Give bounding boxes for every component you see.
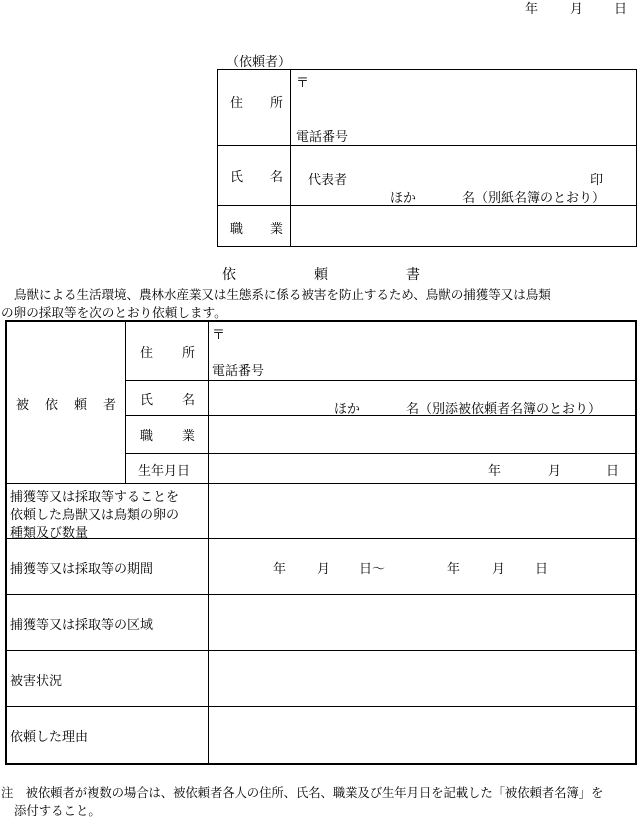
requester-address-input[interactable] (296, 90, 632, 122)
period-to-day: 日 (535, 562, 549, 577)
area-input[interactable] (212, 598, 632, 646)
title-char-3: 書 (406, 267, 420, 283)
requestee-name-input[interactable] (214, 383, 632, 397)
requestee-phone-label: 電話番号 (212, 364, 265, 379)
requester-others-prefix: ほか (390, 191, 417, 206)
requestee-address-label-1: 住 (140, 346, 154, 361)
requester-representative-label: 代表者 (308, 173, 348, 188)
intro-line-2: の卵の採取等を次のとおり依頼します。 (1, 305, 227, 320)
birthdate-label: 生年月日 (138, 464, 191, 479)
species-label-line-1: 捕獲等又は採取等することを (10, 490, 180, 505)
birth-month: 月 (548, 464, 562, 479)
requestee-name-label-2: 名 (182, 393, 196, 408)
requestee-address-input[interactable] (214, 340, 632, 358)
requestee-label-2: 依 (45, 398, 59, 413)
requestee-occupation-label-1: 職 (140, 429, 154, 444)
requester-caption: （依頼者） (226, 55, 292, 70)
requestee-postal-mark: 〒 (212, 328, 226, 343)
requestee-occupation-label-2: 業 (182, 429, 196, 444)
damage-input[interactable] (212, 654, 632, 702)
seal-mark: 印 (590, 173, 604, 188)
requestee-address-label-2: 所 (182, 346, 196, 361)
damage-label: 被害状況 (10, 674, 63, 689)
period-to-year: 年 (447, 562, 461, 577)
requester-postal-mark: 〒 (296, 76, 310, 91)
requestee-others-suffix: 名（別添被依頼者名簿のとおり） (406, 402, 602, 417)
requestee-label-1: 被 (16, 398, 30, 413)
note-line-2: 添付すること。 (14, 803, 101, 818)
date-year: 年 (525, 2, 539, 17)
requester-others-suffix: 名（別紙名簿のとおり） (462, 191, 606, 206)
period-from-month: 月 (317, 562, 331, 577)
requester-address-label-1: 住 (230, 96, 244, 111)
requester-occupation-label-1: 職 (230, 222, 244, 237)
species-label-line-2: 依頼した鳥獣又は鳥類の卵の (10, 508, 180, 523)
requester-address-label-2: 所 (270, 96, 284, 111)
requestee-others-prefix: ほか (334, 402, 361, 417)
requestee-label-3: 頼 (74, 398, 88, 413)
period-from-year: 年 (273, 562, 287, 577)
date-day: 日 (614, 2, 628, 17)
requestee-label-4: 者 (103, 398, 117, 413)
period-to-month: 月 (492, 562, 506, 577)
reason-input[interactable] (212, 710, 632, 760)
intro-line-1: 鳥獣による生活環境、農林水産業又は生態系に係る被害を防止するため、鳥獣の捕獲等又は鳥類 (14, 287, 551, 302)
date-month: 月 (570, 2, 584, 17)
requester-name-input[interactable] (356, 166, 586, 186)
species-input[interactable] (212, 487, 632, 533)
reason-label: 依頼した理由 (10, 730, 89, 745)
title-char-2: 頼 (314, 267, 328, 283)
title-char-1: 依 (222, 267, 236, 283)
requester-occupation-label-2: 業 (270, 222, 284, 237)
requester-name-label-1: 氏 (230, 170, 244, 185)
area-label: 捕獲等又は採取等の区域 (10, 618, 154, 633)
birth-year: 年 (488, 464, 502, 479)
birth-day: 日 (606, 464, 620, 479)
period-label: 捕獲等又は採取等の期間 (10, 562, 154, 577)
species-label-line-3: 種類及び数量 (10, 526, 89, 541)
requester-phone-label: 電話番号 (296, 130, 349, 145)
note-line-1: 注 被依頼者が複数の場合は、被依頼者各人の住所、氏名、職業及び生年月日を記載した「被依頼者名簿」を (1, 785, 604, 800)
period-from-day: 日〜 (359, 562, 386, 577)
requestee-name-label-1: 氏 (140, 393, 154, 408)
requester-occupation-input[interactable] (296, 210, 632, 242)
requester-name-label-2: 名 (270, 170, 284, 185)
requestee-occupation-input[interactable] (214, 419, 632, 449)
